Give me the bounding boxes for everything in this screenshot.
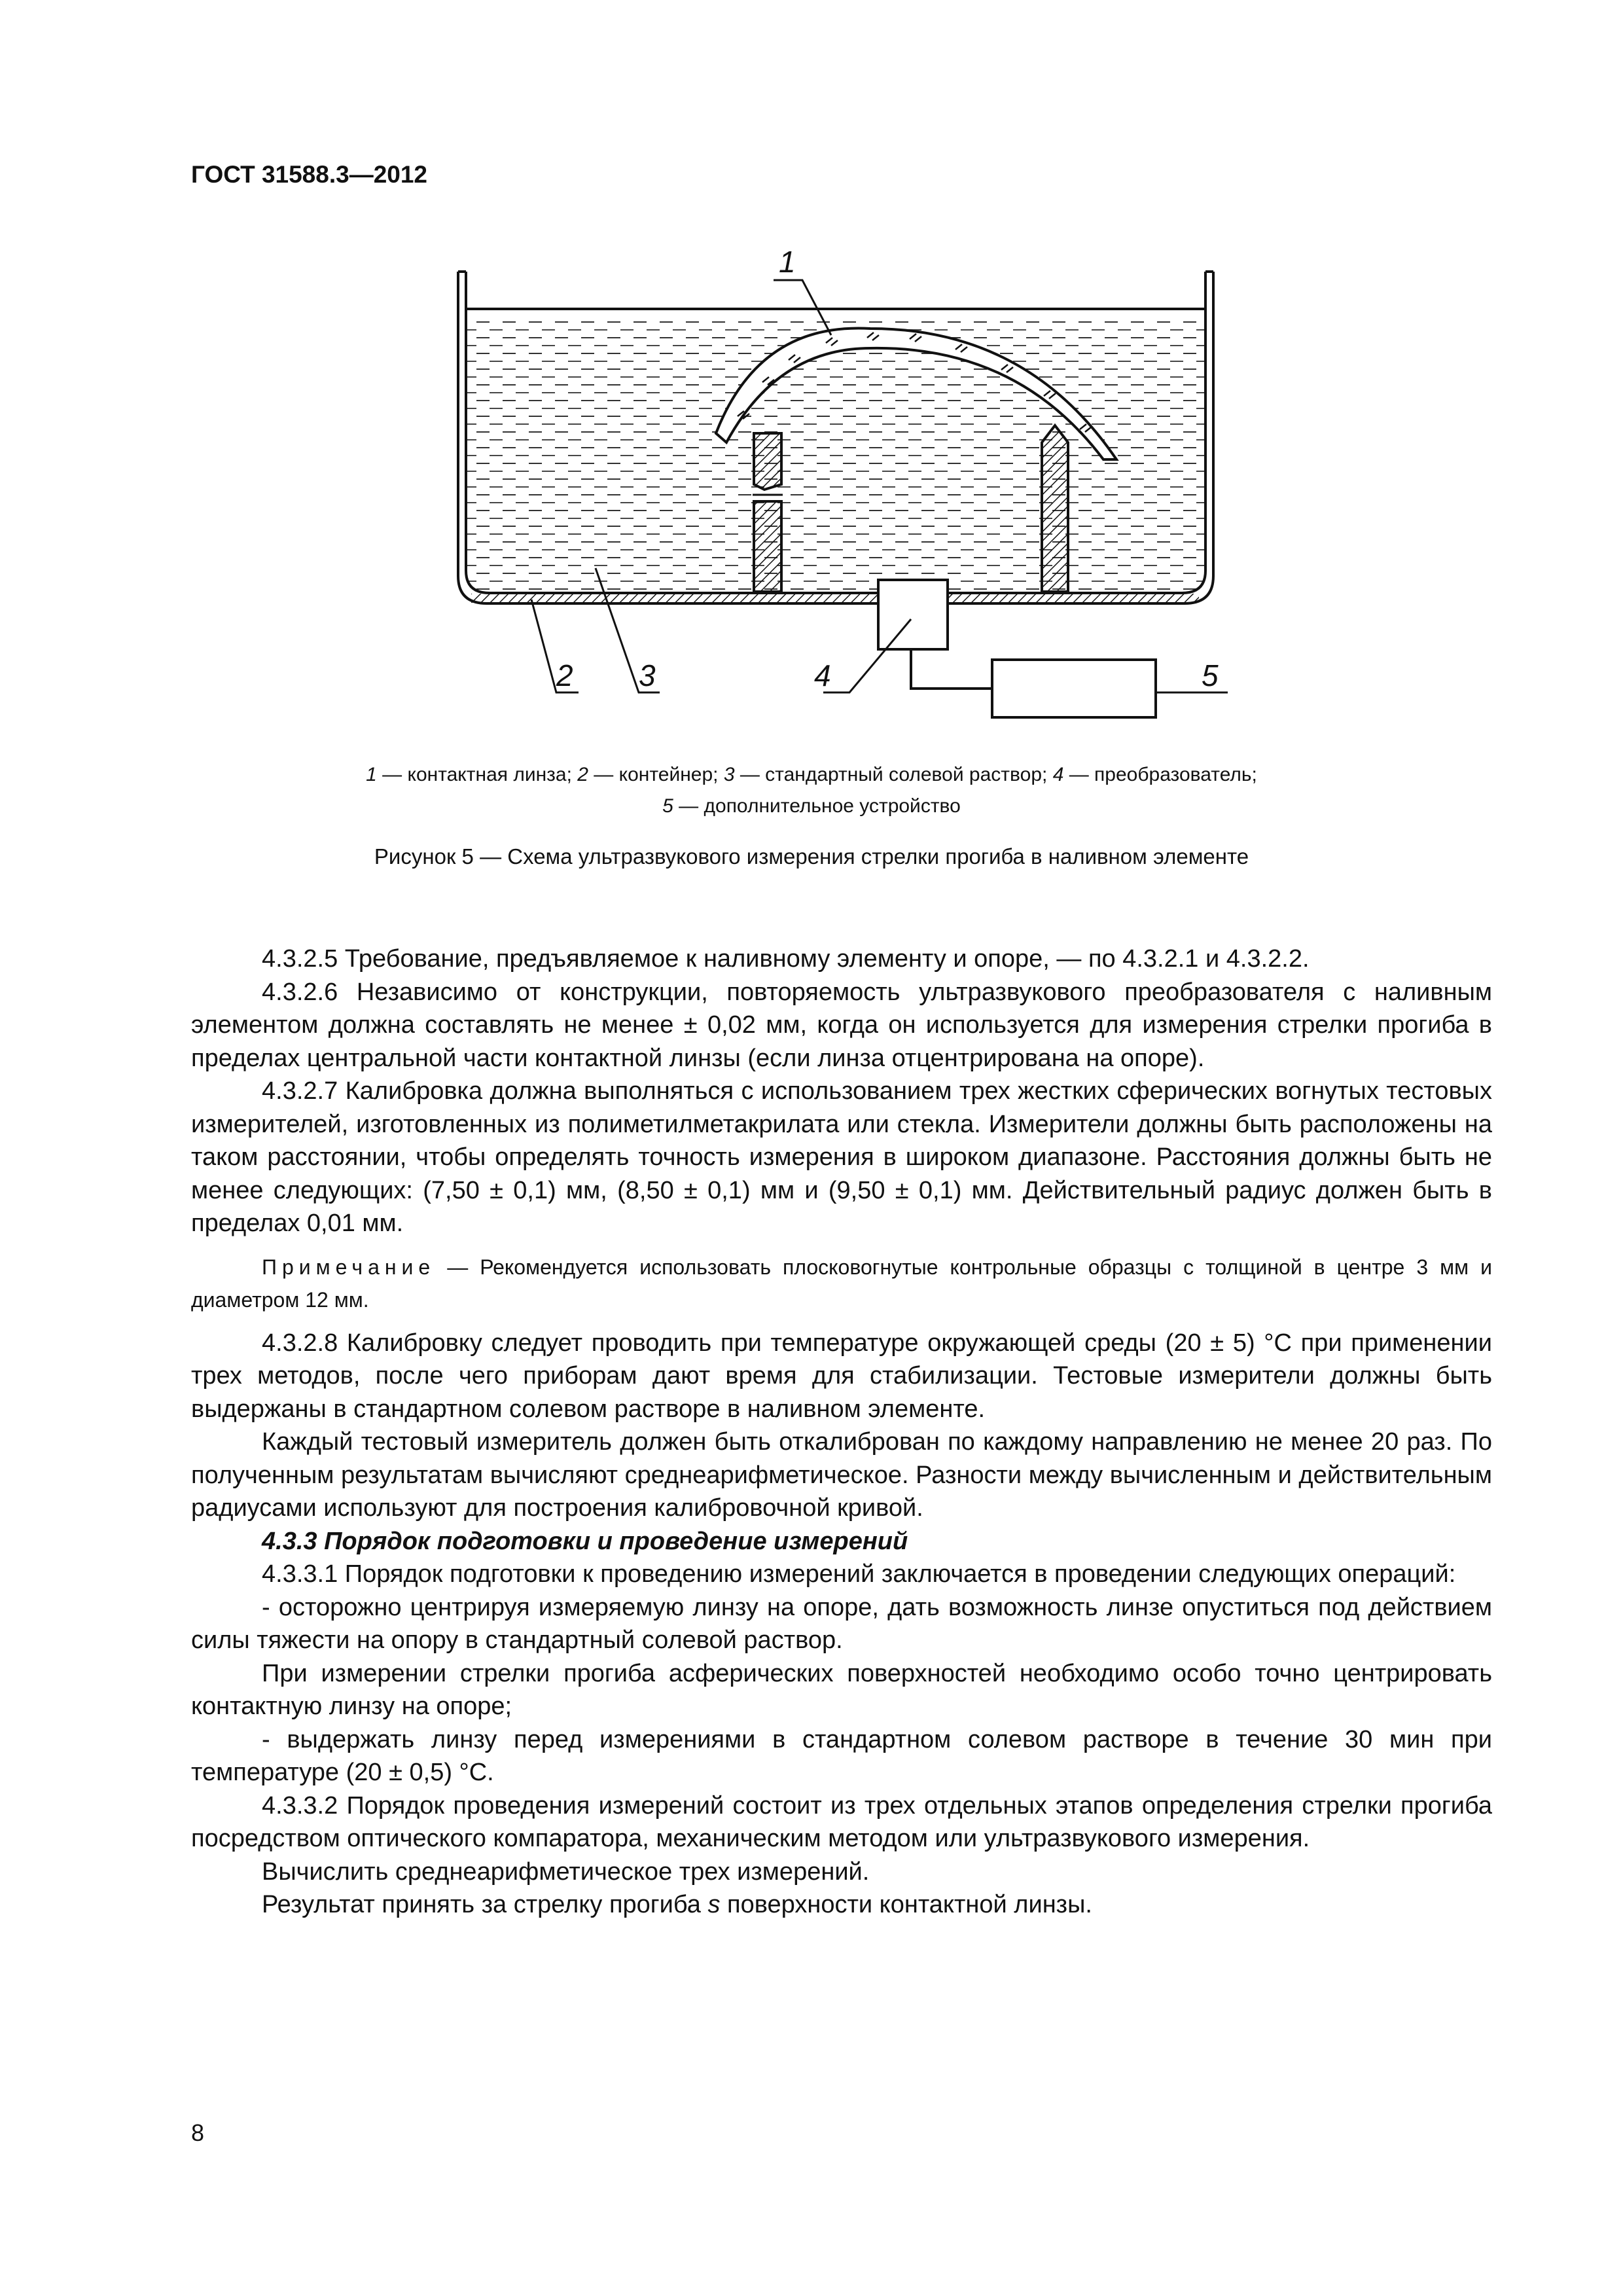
note-label: Примечание — [262, 1255, 436, 1279]
label-3: 3 — [639, 658, 656, 692]
paragraph: 4.3.2.7 Калибровка должна выполняться с использованием трех жестких сферических вогнутых тестовых измерителей, изготовленных из полиметилметакрилата или стекла. Измерители должны быть расположены на таком расстоянии, чтобы определять точность измерения в широком диапазоне. Расстояния должны быть не менее следующих: (7,50 ± 0,1) мм, (8,50 ± 0,1) мм и (9,50 ± 0,1) мм. Действительный радиус должен быть в пределах 0,01 мм. — [191, 1077, 1492, 1237]
figure-diagram — [419, 236, 1270, 759]
note — [191, 1251, 1492, 1316]
paragraph: - выдержать линзу перед измерениями в стандартном солевом растворе в течение 30 мин при температуре (20 ± 0,5) °С. — [191, 1725, 1492, 1786]
body-text — [191, 942, 1492, 1922]
label-2: 2 — [556, 658, 573, 692]
left-support — [753, 433, 783, 592]
paragraph: При измерении стрелки прогиба асферических поверхностей необходимо особо точно центрировать контактную линзу на опоре; — [191, 1659, 1492, 1720]
paragraph: Каждый тестовый измеритель должен быть откалиброван по каждому направлению не менее 20 раз. По полученным результатам вычисляют среднеарифметическое. Разности между вычисленным и действительным радиусами используют для построения калибровочной кривой. — [191, 1428, 1492, 1522]
paragraph: 4.3.3.2 Порядок проведения измерений состоит из трех отдельных этапов определения стрелки прогиба посредством оптического компаратора, механическим методом или ультразвукового измерения. — [191, 1791, 1492, 1852]
note-text: — Рекомендуется использовать плосковогнутые контрольные образцы с толщиной в центре 3 мм и диаметром 12 мм. — [191, 1255, 1492, 1312]
page-number: 8 — [191, 2119, 205, 2146]
figure-legend — [262, 759, 1361, 822]
paragraph: 4.3.2.5 Требование, предъявляемое к наливному элементу и опоре, — по 4.3.2.1 и 4.3.2.2. — [262, 945, 1310, 973]
document-header: ГОСТ 31588.3—2012 — [191, 161, 428, 188]
legend-line-1: 1 — контактная линза; 2 — контейнер; 3 — стандартный солевой раствор; 4 — преобразователь; — [366, 764, 1257, 785]
label-1: 1 — [779, 245, 796, 279]
paragraph: Результат принять за стрелку прогиба s поверхности контактной линзы. — [262, 1891, 1092, 1918]
paragraph: - осторожно центрируя измеряемую линзу на опоре, дать возможность линзе опуститься под действием силы тяжести на опору в стандартный солевой раствор. — [191, 1593, 1492, 1654]
paragraph: Вычислить среднеарифметическое трех измерений. — [262, 1857, 870, 1886]
paragraph: 4.3.3.1 Порядок подготовки к проведению измерений заключается в проведении следующих операций: — [262, 1560, 1456, 1588]
legend-line-2: 5 — дополнительное устройство — [662, 795, 961, 817]
label-4: 4 — [814, 658, 831, 692]
section-heading: 4.3.3 Порядок подготовки и проведение измерений — [262, 1527, 908, 1555]
paragraph: 4.3.2.6 Независимо от конструкции, повторяемость ультразвукового преобразователя с наливным элементом должна составлять не менее ± 0,02 мм, когда он используется для измерения стрелки прогиба в пределах центральной части контактной линзы (если линза отцентрирована на опоре). — [191, 978, 1492, 1072]
right-support — [1042, 425, 1068, 592]
additional-device — [992, 660, 1156, 717]
label-5: 5 — [1202, 658, 1219, 692]
paragraph: 4.3.2.8 Калибровку следует проводить при температуре окружающей среды (20 ± 5) °С при применении трех методов, после чего приборам дают время для стабилизации. Тестовые измерители должны быть выдержаны в стандартном солевом растворе в наливном элементе. — [191, 1329, 1492, 1423]
transducer — [878, 580, 948, 649]
figure-caption: Рисунок 5 — Схема ультразвукового измерения стрелки прогиба в наливном элементе — [374, 844, 1249, 869]
